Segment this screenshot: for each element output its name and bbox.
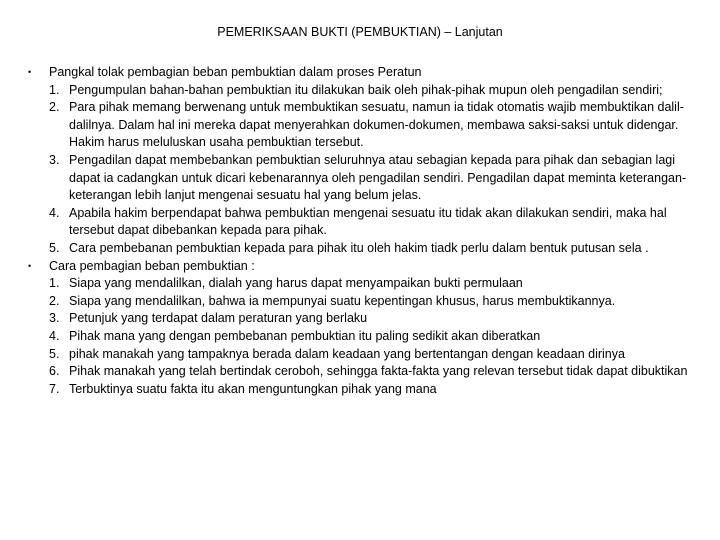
list-item bbox=[49, 381, 698, 399]
item-text: Pihak mana yang dengan pembebanan pembuktian itu paling sedikit akan diberatkan bbox=[69, 328, 541, 343]
item-number: 4. bbox=[49, 205, 60, 220]
section-beban-pembuktian bbox=[28, 64, 698, 258]
item-text: pihak manakah yang tampaknya berada dalam keadaan yang bertentangan dengan keadaan dirinya bbox=[69, 346, 625, 361]
item-number: 1. bbox=[49, 276, 60, 291]
list-item bbox=[49, 205, 698, 240]
item-number: 3. bbox=[49, 311, 60, 326]
list-item bbox=[49, 346, 698, 364]
item-number: 2. bbox=[49, 100, 60, 115]
item-number: 2. bbox=[49, 293, 60, 308]
item-text: Siapa yang mendalilkan, dialah yang harus dapat menyampaikan bukti permulaan bbox=[69, 276, 523, 291]
slide-content bbox=[28, 64, 698, 398]
bullet-icon: • bbox=[28, 67, 32, 77]
section-cara-pembagian bbox=[28, 258, 698, 399]
list-item bbox=[49, 363, 698, 381]
item-number: 6. bbox=[49, 364, 60, 379]
section-heading: Pangkal tolak pembagian beban pembuktian dalam proses Peratun bbox=[49, 65, 422, 79]
list-item bbox=[49, 293, 698, 311]
list-item bbox=[49, 82, 698, 100]
item-text: Pihak manakah yang telah bertindak ceroboh, sehingga fakta-fakta yang relevan tersebut tidak dapat dibuktikan bbox=[69, 364, 688, 379]
item-number: 7. bbox=[49, 381, 60, 396]
section-heading: Cara pembagian beban pembuktian : bbox=[49, 258, 255, 273]
slide-title: PEMERIKSAAN BUKTI (PEMBUKTIAN) – Lanjutan bbox=[217, 25, 503, 39]
bullet-icon: • bbox=[28, 260, 32, 271]
list-item bbox=[49, 328, 698, 346]
numbered-list bbox=[49, 275, 698, 398]
list-item bbox=[49, 240, 698, 258]
list-item bbox=[49, 275, 698, 293]
item-text: Cara pembebanan pembuktian kepada para pihak itu oleh hakim tiadk perlu dalam bentuk putusan sela . bbox=[69, 240, 649, 255]
item-number: 1. bbox=[49, 82, 60, 97]
item-text: Pengadilan dapat membebankan pembuktian seluruhnya atau sebagian kepada para pihak dan sebagian lagi dapat ia cadangkan untuk dicari kebenarannya oleh pengadilan sendiri. Pengadilan dapat meminta keterangan-keterangan lebih lanjut mengenai sesuatu hal yang belum jelas. bbox=[69, 152, 687, 203]
numbered-list bbox=[49, 82, 698, 258]
item-number: 3. bbox=[49, 152, 60, 167]
item-text: Apabila hakim berpendapat bahwa pembuktian mengenai sesuatu itu tidak akan dilakukan sendiri, maka hal tersebut dapat dibebankan kepada para pihak. bbox=[69, 205, 667, 238]
list-item bbox=[49, 99, 698, 152]
item-text: Petunjuk yang terdapat dalam peraturan yang berlaku bbox=[69, 311, 368, 326]
item-text: Terbuktinya suatu fakta itu akan menguntungkan pihak yang mana bbox=[69, 381, 437, 396]
item-text: Pengumpulan bahan-bahan pembuktian itu dilakukan baik oleh pihak-pihak mupun oleh pengadilan sendiri; bbox=[69, 82, 663, 97]
item-text: Para pihak memang berwenang untuk membuktikan sesuatu, namun ia tidak otomatis wajib membuktikan dalil-dalilnya. Dalam hal ini mereka dapat menyerahkan dokumen-dokumen, membawa saksi-saksi untuk didengar. Hakim harus meluluskan usaha pembuktian tersebut. bbox=[69, 100, 684, 150]
item-number: 4. bbox=[49, 328, 60, 343]
item-number: 5. bbox=[49, 240, 60, 255]
list-item bbox=[49, 152, 698, 205]
item-text: Siapa yang mendalilkan, bahwa ia mempunyai suatu kepentingan khusus, harus membuktikannya. bbox=[69, 293, 616, 308]
list-item bbox=[49, 310, 698, 328]
item-number: 5. bbox=[49, 346, 60, 361]
